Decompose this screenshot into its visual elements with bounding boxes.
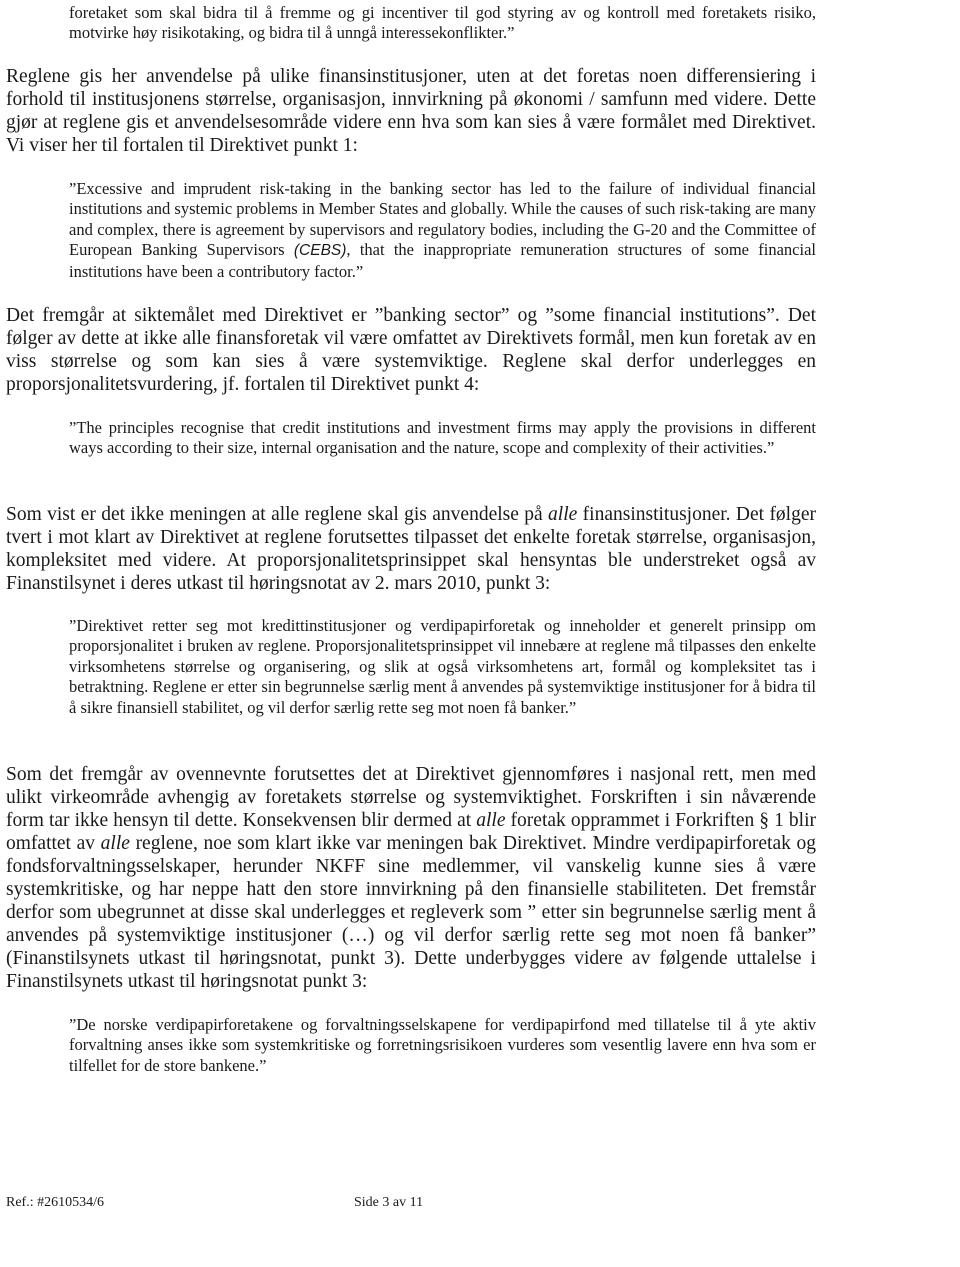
quote-directive-recital-4: [69, 418, 816, 459]
quote-3-text: ”Direktivet retter seg mot kredittinstitusjoner og verdipapirforetak og inneholder et generelt prinsipp om proporsjonalitet i bruken av reglene. Proporsjonalitetsprinsippet vil innebære at reglene må tilpasses den enkelte virksomhetens størrelse og organisering, og slik at også virksomhetens art, formål og kompleksitet tas i betraktning. Reglene er etter sin begrunnelse særlig ment å anvendes på systemviktige institusjoner for å bidra til å sikre finansiell stabilitet, og vil derfor særlig rette seg mot noen få banker.”: [69, 616, 816, 717]
quote-1-text-after: , that the inappropriate remuneration structures of some financial institutions have been a contributory factor.”: [69, 240, 816, 281]
quote-2-text: ”The principles recognise that credit institutions and investment firms may apply the provisions in different ways according to their size, internal organisation and the nature, scope and complexity of their activities.”: [69, 418, 816, 458]
body-paragraph-4-part-1: Som det fremgår av ovennevnte forutsettes det at Direktivet gjennomføres i nasjonal rett, men med ulikt virkeområde avhengig av foretakets størrelse og systemviktighet. Forskriften i sin nåværende form tar ikke hensyn til dette. Konsekvensen blir dermed at: [6, 764, 816, 831]
body-paragraph-1-text: Reglene gis her anvendelse på ulike finansinstitusjoner, uten at det foretas noen differensiering i forhold til institusjonens størrelse, organisasjon, innvirkning på økonomi / samfunn med videre. Dette gjør at reglene gis et anvendelsesområde videre enn hva som kan sies å være formålet med Direktivet. Vi viser her til fortalen til Direktivet punkt 1:: [6, 66, 816, 156]
body-paragraph-3-text-after: finansinstitusjoner. Det følger tvert i mot klart av Direktivet at reglene forutsettes tilpasset det enkelte foretak størrelse, organisasjon, kompleksitet med videre. At proporsjonalitetsprinsippet skal hensyntas ble understreket også av Finanstilsynet i deres utkast til høringsnotat av 2. mars 2010, punkt 3:: [6, 504, 817, 594]
quote-directive-recital-1: [69, 179, 816, 282]
body-paragraph-2: [6, 304, 816, 396]
quote-4-text: ”De norske verdipapirforetakene og forvaltningsselskapene for verdipapirfond med tillatelse til å yte aktiv forvaltning anses ikke som systemkritiske og forretningsrisikoen vurderes som vesentlig lavere enn hva som er tilfellet for de store bankene.”: [69, 1015, 816, 1075]
body-paragraph-4: [6, 763, 816, 993]
quote-finanstilsynet-1: [69, 616, 816, 718]
footer-reference: Ref.: #2610534/6: [6, 1195, 104, 1210]
body-paragraph-3: [6, 503, 816, 595]
body-paragraph-4-part-2: foretak opprammet i Forkriften § 1 blir omfattet av: [6, 810, 816, 854]
quote-finanstilsynet-2: [69, 1015, 816, 1076]
body-paragraph-4-emphasis-2: alle: [100, 833, 130, 854]
quote-continuation-text: foretaket som skal bidra til å fremme og gi incentiver til god styring av og kontroll med foretakets risiko, motvirke høy risikotaking, og bidra til å unngå interessekonflikter.”: [69, 3, 816, 43]
body-paragraph-1: [6, 65, 816, 157]
body-paragraph-4-part-3: reglene, noe som klart ikke var meningen bak Direktivet. Mindre verdipapirforetak og fondsforvaltningsselskaper, herunder NKFF sine medlemmer, vil vanskelig kunne sies å være systemkritiske, og har neppe hatt den store innvirkning på den finansielle stabiliteten. Det fremstår derfor som ubegrunnet at disse skal underlegges et regleverk som ” etter sin begrunnelse særlig ment å anvendes på systemviktige institusjoner (…) og vil derfor særlig rette seg mot noen få banker” (Finanstilsynets utkast til høringsnotat, punkt 3). Dette underbygges videre av følgende uttalelse i Finanstilsynets utkast til høringsnotat punkt 3:: [6, 833, 816, 992]
body-paragraph-3-text-before: Som vist er det ikke meningen at alle reglene skal gis anvendelse på: [6, 504, 549, 525]
body-paragraph-3-emphasis: alle: [548, 504, 578, 525]
body-paragraph-2-text: Det fremgår at siktemålet med Direktivet er ”banking sector” og ”some financial institutions”. Det følger av dette at ikke alle finansforetak vil være omfattet av Direktivets formål, men kun foretak av en viss størrelse og som kan sies å være systemviktige. Reglene skal derfor underlegges en proporsjonalitetsvurdering, jf. fortalen til Direktivet punkt 4:: [6, 305, 816, 395]
footer-page-number: Side 3 av 11: [354, 1195, 424, 1210]
quote-1-text-before: ”Excessive and imprudent risk-taking in the banking sector has led to the failure of individual financial institutions and systemic problems in Member States and globally. While the causes of such risk-taking are many and complex, there is agreement by supervisors and regulatory bodies, including the G-20 and the Committee of European Banking Supervisors: [69, 179, 816, 260]
body-paragraph-4-emphasis-1: alle: [476, 810, 506, 831]
quote-continuation-paragraph: [69, 3, 816, 44]
quote-1-cebs-abbrev: (CEBS): [293, 242, 347, 260]
